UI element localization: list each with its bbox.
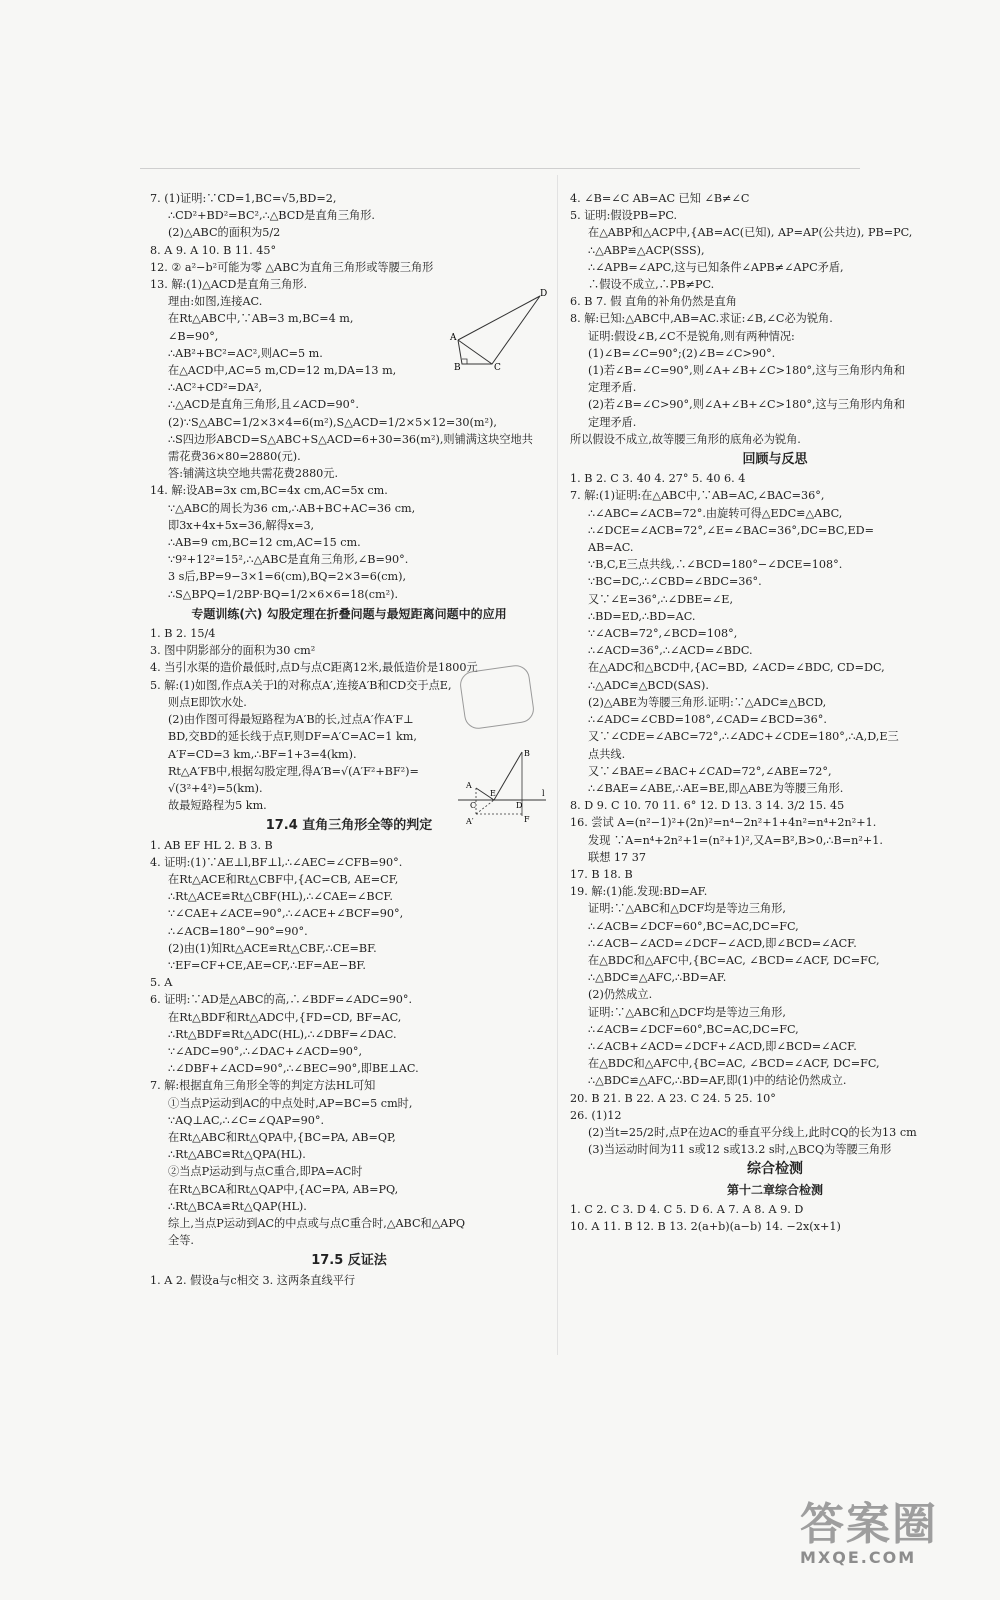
answer-line: ∴AC²+CD²=DA², [168, 381, 263, 395]
answer-line: ∴∠ACB=∠DCF=60°,BC=AC,DC=FC, [588, 919, 799, 933]
answer-line: ∴∠DCE=∠ACB=72°,∠E=∠BAC=36°,DC=BC,ED= [588, 523, 875, 537]
figure-label: B [524, 749, 530, 758]
answer-line: 在△ABP和△ACP中,{AB=AC(已知), AP=AP(公共边), PB=PC, [588, 226, 913, 240]
answer-line: ∠B=90°, [168, 329, 219, 343]
answer-line: 1. B 2. C 3. 40 4. 27° 5. 40 6. 4 [570, 472, 746, 486]
answer-line: ∵∠ADC=90°,∴∠DAC+∠ACD=90°, [168, 1044, 363, 1058]
answer-line: 4. 证明:(1)∵AE⊥l,BF⊥l,∴∠AEC=∠CFB=90°. [150, 855, 403, 869]
answer-line: ∵9²+12²=15²,∴△ABC是直角三角形,∠B=90°. [168, 553, 409, 567]
section-heading: 回顾与反思 [742, 452, 808, 468]
answer-line: ∴S△BPQ=1/2BP·BQ=1/2×6×6=18(cm²). [168, 587, 398, 601]
answer-line: 证明:假设∠B,∠C不是锐角,则有两种情况: [588, 329, 795, 343]
figure-label: C [494, 363, 501, 373]
answer-line: 8. A 9. A 10. B 11. 45° [150, 243, 277, 257]
answer-line: 5. 解:(1)如图,作点A关于l的对称点A′,连接A′B和CD交于点E, [150, 678, 452, 692]
answer-line: 7. 解:(1)证明:在△ABC中,∵AB=AC,∠BAC=36°, [570, 489, 825, 503]
answer-line: BD,交BD的延长线于点F,则DF=A′C=AC=1 km, [168, 730, 417, 744]
answer-line: ∴S四边形ABCD=S△ABC+S△ACD=6+30=36(m²),则铺满这块空地共 [168, 432, 533, 446]
answer-line: 在Rt△ACE和Rt△CBF中,{AC=CB, AE=CF, [168, 872, 399, 886]
answer-line: 在△ACD中,AC=5 m,CD=12 m,DA=13 m, [168, 364, 397, 378]
answer-line: ∴△ABP≌△ACP(SSS), [588, 243, 705, 257]
answer-line: 8. 解:已知:△ABC中,AB=AC.求证:∠B,∠C必为锐角. [570, 312, 833, 326]
top-rule [140, 168, 860, 169]
stamp-seal [458, 663, 535, 730]
answer-line: 定理矛盾. [588, 381, 637, 395]
answer-line: (2)△ABE为等腰三角形.证明:∵△ADC≌△BCD, [588, 695, 827, 709]
section-heading: 综合检测 [747, 1161, 803, 1178]
answer-line: 1. C 2. C 3. D 4. C 5. D 6. A 7. A 8. A 9. D [570, 1202, 804, 1216]
answer-line: 又∵∠E=36°,∴∠DBE=∠E, [588, 592, 733, 606]
answer-line: ∴∠ACB−∠ACD=∠DCF−∠ACD,即∠BCD=∠ACF. [588, 936, 857, 950]
answer-line: (2)△ABC的面积为5/2 [168, 226, 281, 240]
answer-line: 1. B 2. 15/4 [150, 627, 216, 641]
answer-line: ∴AB=9 cm,BC=12 cm,AC=15 cm. [168, 536, 361, 550]
figure-label: A [450, 333, 457, 343]
answer-line: ∴△ADC≌△BCD(SAS). [588, 678, 709, 692]
figure-shortest-path [458, 748, 548, 832]
answer-line: ∴∠APB=∠APC,这与已知条件∠APB≠∠APC矛盾, [588, 260, 844, 274]
answer-line: 10. A 11. B 12. B 13. 2(a+b)(a−b) 14. −2x(x+1) [570, 1219, 841, 1233]
answer-line: ∴CD²+BD²=BC²,∴△BCD是直角三角形. [168, 209, 375, 223]
answer-line: 又∵∠CDE=∠ABC=72°,∴∠ADC+∠CDE=180°,∴A,D,E三 [588, 730, 899, 744]
answer-line: 26. (1)12 [570, 1108, 622, 1122]
answer-line: (2)当t=25/2时,点P在边AC的垂直平分线上,此时CQ的长为13 cm [588, 1125, 917, 1139]
answer-line: 在Rt△BDF和Rt△ADC中,{FD=CD, BF=AC, [168, 1010, 402, 1024]
answer-line: 又∵∠BAE=∠BAC+∠CAD=72°,∠ABE=72°, [588, 764, 832, 778]
figure-label: D [540, 289, 548, 299]
answer-line: ∵∠CAE+∠ACE=90°,∴∠ACE+∠BCF=90°, [168, 907, 404, 921]
answer-line: 在Rt△ABC和Rt△QPA中,{BC=PA, AB=QP, [168, 1130, 396, 1144]
answer-line: ∴∠ADC=∠CBD=108°,∠CAD=∠BCD=36°. [588, 713, 827, 727]
answer-line: 6. B 7. 假 直角的补角仍然是直角 [570, 295, 737, 309]
answer-line: ∴Rt△ABC≌Rt△QPA(HL). [168, 1148, 306, 1162]
figure-label: F [524, 815, 530, 824]
answer-line: ∴AB²+BC²=AC²,则AC=5 m. [168, 346, 323, 360]
answer-line: (2)由(1)知Rt△ACE≌Rt△CBF,∴CE=BF. [168, 941, 377, 955]
answer-line: 发现 ∵A=n⁴+2n²+1=(n²+1)²,又A=B²,B>0,∴B=n²+1. [588, 833, 883, 847]
answer-line: 综上,当点P运动到AC的中点或与点C重合时,△ABC和△APQ [168, 1216, 466, 1230]
answer-line: Rt△A′FB中,根据勾股定理,得A′B=√(A′F²+BF²)= [168, 764, 419, 778]
answer-line: ∵BC=DC,∴∠CBD=∠BDC=36°. [588, 575, 762, 589]
answer-line: ∴Rt△BDF≌Rt△ADC(HL),∴∠DBF=∠DAC. [168, 1027, 397, 1041]
answer-line: 所以假设不成立,故等腰三角形的底角必为锐角. [570, 432, 801, 446]
section-heading: 17.5 反证法 [311, 1253, 387, 1269]
watermark-url: MXQE.COM [800, 1548, 917, 1567]
answer-line: 4. 当引水渠的造价最低时,点D与点C距离12米,最低造价是1800元 [150, 661, 478, 675]
figure-label: B [454, 363, 461, 373]
answer-line: √(3²+4²)=5(km). [168, 781, 263, 795]
answer-line: 全等. [168, 1234, 194, 1248]
section-subheading: 第十二章综合检测 [726, 1182, 823, 1197]
answer-line: 联想 17 37 [588, 850, 646, 864]
answer-line: ∴△BDC≌△AFC,∴BD=AF. [588, 971, 727, 985]
answer-line: ∴BD=ED,∴BD=AC. [588, 609, 696, 623]
answer-line: ∵△ABC的周长为36 cm,∴AB+BC+AC=36 cm, [168, 501, 416, 515]
answer-line: ∵∠ACB=72°,∠BCD=108°, [588, 627, 738, 641]
answer-line: ∴∠ACD=36°,∴∠ACD=∠BDC. [588, 644, 753, 658]
answer-line: 3 s后,BP=9−3×1=6(cm),BQ=2×3=6(cm), [168, 570, 407, 584]
answer-line: AB=AC. [588, 541, 634, 555]
answer-line: 12. ② a²−b²可能为零 △ABC为直角三角形或等腰三角形 [150, 260, 434, 274]
answer-line: ∴∠ABC=∠ACB=72°.由旋转可得△EDC≌△ABC, [588, 506, 843, 520]
figure-label: C [470, 801, 477, 810]
answer-line: ∵AQ⊥AC,∴∠C=∠QAP=90°. [168, 1113, 325, 1127]
answer-line: (2)若∠B=∠C>90°,则∠A+∠B+∠C>180°,这与三角形内角和 [588, 398, 905, 412]
answer-line: 13. 解:(1)△ACD是直角三角形. [150, 278, 308, 292]
answer-line: 理由:如图,连接AC. [168, 295, 263, 309]
answer-line: 故最短路程为5 km. [168, 799, 267, 813]
answer-line: 在△BDC和△AFC中,{BC=AC, ∠BCD=∠ACF, DC=FC, [588, 953, 880, 967]
section-heading: 专题训练(六) 勾股定理在折叠问题与最短距离问题中的应用 [191, 606, 507, 621]
column-divider [557, 175, 558, 1355]
answer-line: 16. 尝试 A=(n²−1)²+(2n)²=n⁴−2n²+1+4n²=n⁴+2n²+1. [570, 816, 877, 830]
answer-line: 证明:∵△ABC和△DCF均是等边三角形, [588, 902, 786, 916]
answer-line: (1)若∠B=∠C=90°,则∠A+∠B+∠C>180°,这与三角形内角和 [588, 364, 905, 378]
answer-line: ∴假设不成立,∴PB≠PC. [588, 278, 715, 292]
answer-line: A′F=CD=3 km,∴BF=1+3=4(km). [168, 747, 357, 761]
answer-line: (2)由作图可得最短路程为A′B的长,过点A′作A′F⊥ [168, 713, 414, 727]
site-watermark [800, 1488, 938, 1567]
answer-line: 5. 证明:假设PB=PC. [570, 209, 678, 223]
answer-line: ∴Rt△ACE≌Rt△CBF(HL),∴∠CAE=∠BCF. [168, 890, 393, 904]
figure-label: l [542, 789, 545, 798]
answer-line: (1)∠B=∠C=90°;(2)∠B=∠C>90°. [588, 346, 776, 360]
answer-line: 即3x+4x+5x=36,解得x=3, [168, 518, 315, 532]
answer-line: 证明:∵△ABC和△DCF均是等边三角形, [588, 1005, 786, 1019]
answer-line: 14. 解:设AB=3x cm,BC=4x cm,AC=5x cm. [150, 484, 388, 498]
figure-label: A′ [466, 817, 474, 826]
answer-line: ∴△ACD是直角三角形,且∠ACD=90°. [168, 398, 359, 412]
answer-line: 19. 解:(1)能.发现:BD=AF. [570, 885, 708, 899]
figure-label: A [466, 781, 472, 790]
answer-line: 需花费36×80=2880(元). [168, 450, 301, 464]
answer-line: ②当点P运动到与点C重合,即PA=AC时 [168, 1165, 363, 1179]
figure-quadrilateral [448, 290, 548, 374]
answer-line: 在Rt△ABC中,∵AB=3 m,BC=4 m, [168, 312, 354, 326]
answer-line: ∴∠ACB+∠ACD=∠DCF+∠ACD,即∠BCD=∠ACF. [588, 1039, 857, 1053]
answer-line: 1. A 2. 假设a与c相交 3. 这两条直线平行 [150, 1273, 356, 1287]
right-column [570, 190, 980, 1235]
answer-line: 答:铺满这块空地共需花费2880元. [168, 467, 339, 481]
figure-label: E [490, 789, 496, 798]
answer-line: ∴∠ACB=∠DCF=60°,BC=AC,DC=FC, [588, 1022, 799, 1036]
answer-line: ∴∠BAE=∠ABE,∴AE=BE,即△ABE为等腰三角形. [588, 781, 844, 795]
answer-line: 则点E即饮水处. [168, 695, 247, 709]
answer-line: (3)当运动时间为11 s或12 s或13.2 s时,△BCQ为等腰三角形 [588, 1143, 892, 1157]
answer-line: 5. A [150, 976, 173, 990]
watermark-logo-text: 答案圈 [800, 1499, 938, 1550]
answer-line: 定理矛盾. [588, 415, 637, 429]
answer-line: 在△ADC和△BCD中,{AC=BD, ∠ACD=∠BDC, CD=DC, [588, 661, 885, 675]
answer-line: 1. AB EF HL 2. B 3. B [150, 838, 273, 852]
answer-line: (2)∵S△ABC=1/2×3×4=6(m²),S△ACD=1/2×5×12=30(m²), [168, 415, 497, 429]
answer-line: ∵B,C,E三点共线,∴∠BCD=180°−∠DCE=108°. [588, 558, 843, 572]
answer-line: ∴Rt△BCA≌Rt△QAP(HL). [168, 1199, 307, 1213]
answer-line: 20. B 21. B 22. A 23. C 24. 5 25. 10° [570, 1091, 776, 1105]
answer-line: 在Rt△BCA和Rt△QAP中,{AC=PA, AB=PQ, [168, 1182, 399, 1196]
figure-label: D [516, 801, 523, 810]
answer-line: 点共线. [588, 747, 626, 761]
answer-line: 7. 解:根据直角三角形全等的判定方法HL可知 [150, 1079, 376, 1093]
answer-line: (2)仍然成立. [588, 988, 653, 1002]
answer-line: 3. 图中阴影部分的面积为30 cm² [150, 644, 316, 658]
answer-line: ∵EF=CF+CE,AE=CF,∴EF=AE−BF. [168, 958, 366, 972]
answer-line: 4. ∠B=∠C AB=AC 已知 ∠B≠∠C [570, 192, 750, 205]
answer-line: ①当点P运动到AC的中点处时,AP=BC=5 cm时, [168, 1096, 413, 1110]
answer-line: 7. (1)证明:∵CD=1,BC=√5,BD=2, [150, 192, 337, 205]
answer-line: 8. D 9. C 10. 70 11. 6° 12. D 13. 3 14. 3/2 15. 45 [570, 799, 845, 813]
answer-line: 17. B 18. B [570, 867, 633, 881]
section-heading: 17.4 直角三角形全等的判定 [265, 818, 433, 834]
answer-line: 在△BDC和△AFC中,{BC=AC, ∠BCD=∠ACF, DC=FC, [588, 1057, 880, 1071]
answer-line: ∴△BDC≌△AFC,∴BD=AF,即(1)中的结论仍然成立. [588, 1074, 847, 1088]
answer-line: ∴∠DBF+∠ACD=90°,∴∠BEC=90°,即BE⊥AC. [168, 1062, 419, 1076]
answer-line: 6. 证明:∵AD是△ABC的高,∴∠BDF=∠ADC=90°. [150, 993, 413, 1007]
answer-line: ∴∠ACB=180°−90°=90°. [168, 924, 308, 938]
